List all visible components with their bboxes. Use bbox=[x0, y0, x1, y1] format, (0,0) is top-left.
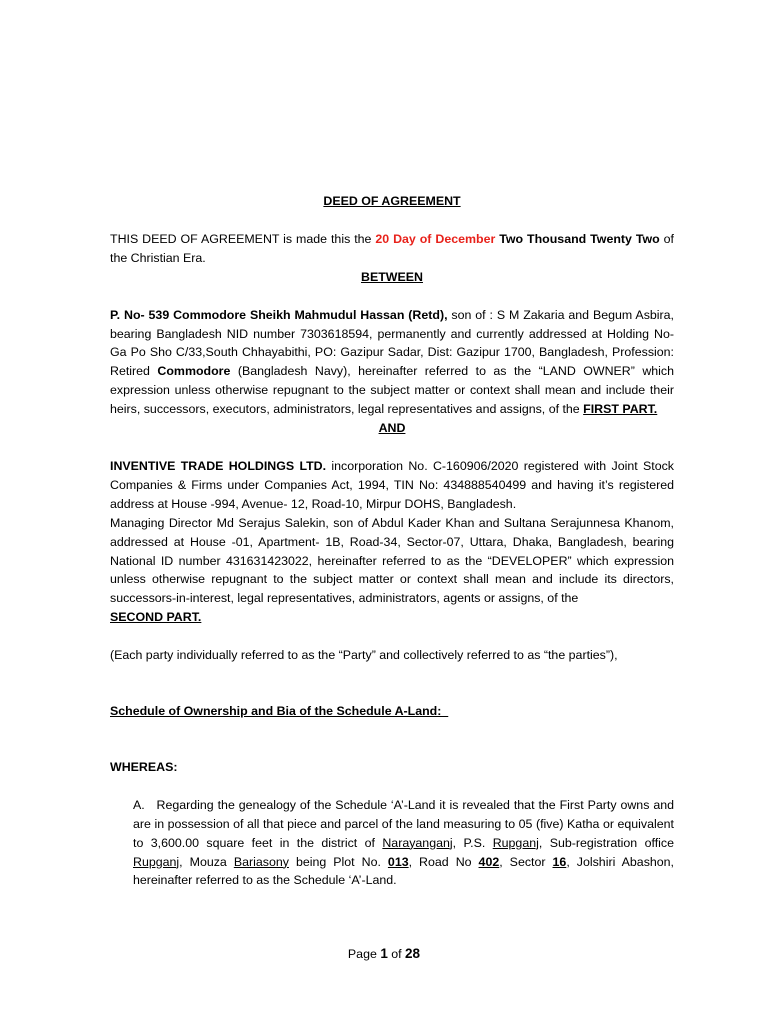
parties-note: (Each party individually referred to as the “Party” and collectively referred to as “the parties”), bbox=[110, 648, 618, 663]
document-title: DEED OF AGREEMENT bbox=[323, 194, 461, 208]
first-party-rank: Commodore bbox=[157, 364, 231, 379]
whereas-item-a bbox=[133, 796, 674, 891]
item-a-text-3: , Sub-registration office bbox=[538, 835, 674, 850]
item-a-district: Narayanganj bbox=[382, 835, 453, 850]
first-party-text-2: (Bangladesh Navy), hereinafter referred to as the “LAND OWNER” which expression unless otherwise repugnant to the subject matter or context shall mean and include their heirs, successors, executors, administrators, legal representatives and assigns, of the bbox=[110, 364, 675, 417]
spacer bbox=[110, 665, 674, 702]
second-party-paragraph bbox=[110, 457, 674, 514]
between-heading: BETWEEN bbox=[361, 269, 423, 284]
spacer bbox=[110, 211, 674, 230]
footer-total-pages: 28 bbox=[405, 946, 421, 961]
intro-text: THIS DEED OF AGREEMENT is made this the bbox=[110, 231, 376, 246]
document-page bbox=[110, 192, 674, 890]
second-party-part-line bbox=[110, 608, 674, 627]
item-a-label: A. bbox=[133, 797, 145, 812]
spacer bbox=[110, 287, 674, 306]
item-a-plot: 013 bbox=[387, 854, 409, 869]
item-a-text-2: , P.S. bbox=[452, 835, 493, 850]
footer-current-page: 1 bbox=[380, 946, 388, 961]
and-heading: AND bbox=[378, 421, 406, 436]
spacer bbox=[110, 721, 674, 758]
item-a-ps: Rupganj bbox=[492, 835, 539, 850]
item-a-road: 402 bbox=[478, 854, 500, 869]
first-party-paragraph bbox=[110, 306, 674, 419]
second-party-director-text: Managing Director Md Serajus Salekin, son of Abdul Kader Khan and Sultana Serajunnesa Khanom, addressed at House -01, Apartment- 1B, Road-34, Sector-07, Uttara, Dhaka, Bangladesh, bearing National ID number 431631423022, hereinafter referred to as the “DEVELOPER” which expression unless otherwise repugnant to the subject matter or context shall mean and include its directors, successors-in-interest, legal representatives, administrators, agents or assigns, of the bbox=[110, 515, 674, 606]
footer-of-word: of bbox=[387, 947, 406, 961]
first-party-name: P. No- 539 Commodore Sheikh Mahmudul Hassan (Retd), bbox=[110, 307, 448, 322]
intro-era: of the Christian Era. bbox=[110, 231, 674, 265]
first-party-part: FIRST PART. bbox=[583, 402, 658, 417]
spacer bbox=[110, 627, 674, 646]
second-party-text: incorporation No. C-160906/2020 registered with Joint Stock Companies & Firms under Companies Act, 1994, TIN No: 434888540499 and having it’s registered address at House -994, Avenue- 12, Road-10, Mirpur DOHS, Bangladesh. bbox=[110, 458, 674, 511]
item-a-text-6: , Road No bbox=[408, 854, 479, 869]
intro-year: Two Thousand Twenty Two bbox=[499, 231, 660, 246]
whereas-heading: WHEREAS: bbox=[110, 759, 178, 774]
intro-paragraph bbox=[110, 230, 674, 268]
item-a-text: Regarding the genealogy of the Schedule ‘A’-Land it is revealed that the First Party owns and are in possession of all that piece and parcel of the land measuring to 05 (five) Katha or equivalent to 3,600.00 square feet in the district of bbox=[133, 797, 674, 850]
footer-page-word: Page bbox=[347, 947, 381, 961]
second-party-part: SECOND PART. bbox=[110, 610, 202, 625]
item-a-text-7: , Sector bbox=[499, 854, 553, 869]
first-party-text: son of : S M Zakaria and Begum Asbira, bearing Bangladesh NID number 7303618594, permanently and currently addressed at Holding No- Ga Po Sho C/33,South Chhayabithi, PO: Gazipur Sadar, Dist: Gazipur 1700, Bangladesh, Profession: Retired bbox=[110, 307, 674, 379]
item-a-text-5: being Plot No. bbox=[288, 854, 388, 869]
page-footer bbox=[0, 945, 768, 964]
second-party-name: INVENTIVE TRADE HOLDINGS LTD. bbox=[110, 458, 327, 473]
item-a-text-8: , Jolshiri Abashon, hereinafter referred to as the Schedule ‘A’-Land. bbox=[133, 854, 675, 888]
item-a-mouza: Bariasony bbox=[233, 854, 289, 869]
item-a-sector: 16 bbox=[552, 854, 567, 869]
intro-date: 20 Day of December bbox=[375, 231, 496, 246]
spacer bbox=[110, 777, 674, 796]
item-a-office: Rupganj bbox=[133, 854, 180, 869]
schedule-heading: Schedule of Ownership and Bia of the Schedule A-Land: bbox=[110, 704, 449, 719]
spacer bbox=[110, 438, 674, 457]
second-party-director-paragraph bbox=[110, 514, 674, 609]
item-a-text-4: , Mouza bbox=[179, 854, 234, 869]
